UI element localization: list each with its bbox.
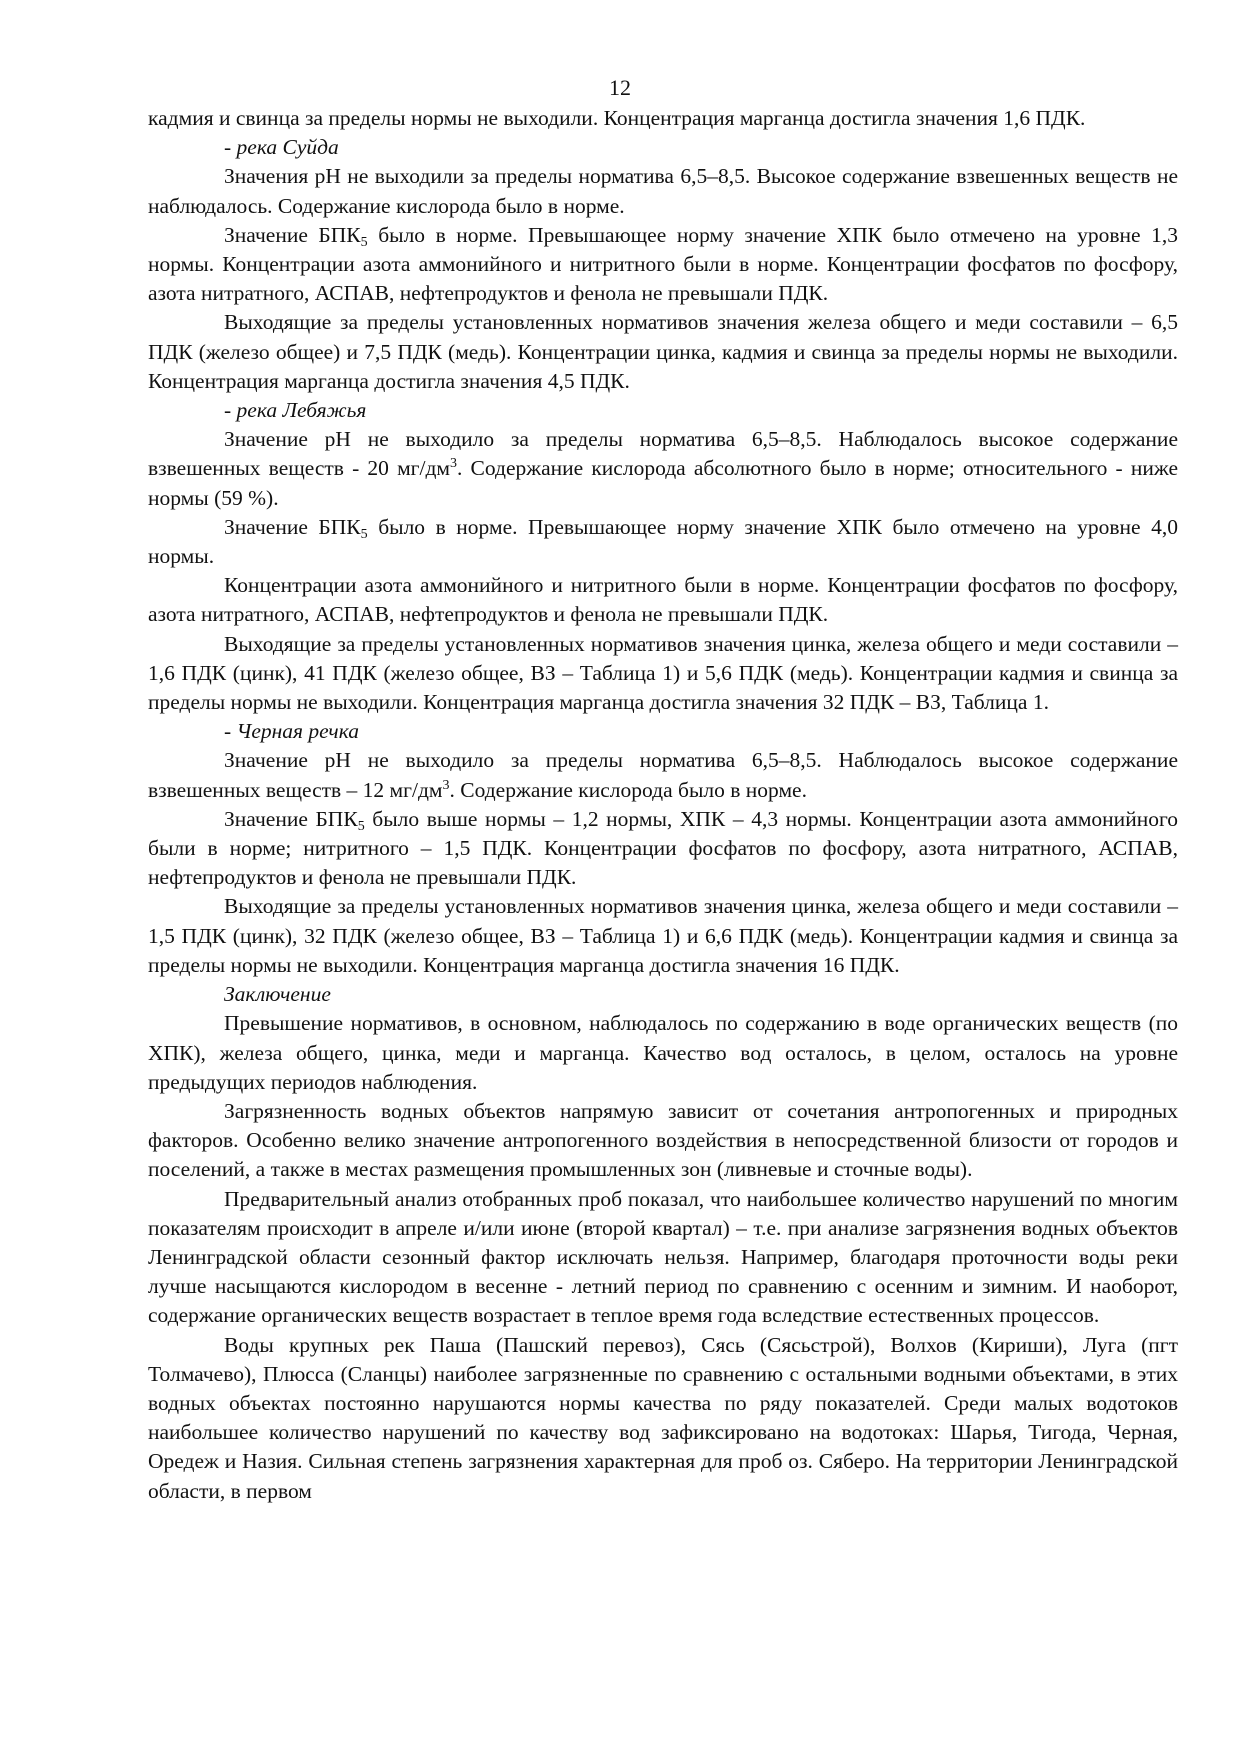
section-heading: - река Суйда xyxy=(224,135,339,160)
paragraph: Воды крупных рек Паша (Пашский перевоз), Сясь (Сясьстрой), Волхов (Кириши), Луга (пгт Толмачево), Плюсса (Сланцы) наиболее загрязненные по сравнению с остальными водными объектами, в этих водных объектах постоянно нарушаются нормы качества по ряду показателей. Среди малых водотоков наибольшее количество нарушений по качеству вод зафиксировано на водотоках: Шарья, Тигода, Черная, Оредеж и Назия. Сильная степень загрязнения характерная для проб оз. Сяберо. На территории Ленинградской области, в первом xyxy=(148,1332,1178,1503)
text-run: Значение БПК xyxy=(224,514,361,539)
text-run: Значение БПК xyxy=(224,806,358,831)
paragraph xyxy=(148,221,1178,309)
subscript: 5 xyxy=(360,526,368,542)
text-run: было выше нормы – 1,2 нормы, ХПК – 4,3 нормы. Концентрации азота аммонийного были в норме; нитритного – 1,5 ПДК. Концентрации фосфатов по фосфору, азота нитратного, АСПАВ, нефтепродуктов и фенола не превышали ПДК. xyxy=(148,806,1178,890)
paragraph: кадмия и свинца за пределы нормы не выходили. Концентрация марганца достигла значения 1,6 ПДК. xyxy=(148,106,1086,130)
text-run: . Содержание кислорода абсолютного было в норме; относительного - ниже нормы (59 %). xyxy=(148,456,1178,510)
text-run: Значение pH не выходило за пределы норматива 6,5–8,5. Наблюдалось высокое содержание взвешенных веществ - 20 мг/дм xyxy=(148,427,1178,481)
superscript: 3 xyxy=(450,456,458,472)
document-body xyxy=(148,104,1178,1506)
paragraph: Предварительный анализ отобранных проб показал, что наибольшее количество нарушений по многим показателям происходит в апреле и/или июне (второй квартал) – т.е. при анализе загрязнения водных объектов Ленинградской области сезонный фактор исключать нельзя. Например, благодаря проточности воды реки лучше насыщаются кислородом в весенне - летний период по сравнению с осенним и зимним. И наоборот, содержание органических веществ возрастает в теплое время года вследствие естественных процессов. xyxy=(148,1186,1178,1328)
text-run: было в норме. Превышающее норму значение ХПК было отмечено на уровне 4,0 нормы. xyxy=(148,514,1178,569)
paragraph xyxy=(148,805,1178,893)
subscript: 5 xyxy=(357,818,365,834)
paragraph xyxy=(148,513,1178,571)
paragraph: Выходящие за пределы установленных нормативов значения железа общего и меди составили – 6,5 ПДК (железо общее) и 7,5 ПДК (медь). Концентрации цинка, кадмия и свинца за пределы нормы не выходили. Концентрация марганца достигла значения 4,5 ПДК. xyxy=(148,310,1178,393)
section-heading: Заключение xyxy=(224,982,331,1007)
page-number: 12 xyxy=(609,75,631,100)
section-heading: - Черная речка xyxy=(224,719,359,744)
paragraph xyxy=(148,746,1178,804)
subscript: 5 xyxy=(360,234,368,250)
text-run: . Содержание кислорода было в норме. xyxy=(449,777,807,802)
text-run: было в норме. Превышающее норму значение ХПК было отмечено на уровне 1,3 нормы. Концентрации азота аммонийного и нитритного были в норме. Концентрации фосфатов по фосфору, азота нитратного, АСПАВ, нефтепродуктов и фенола не превышали ПДК. xyxy=(148,222,1178,306)
paragraph: Выходящие за пределы установленных нормативов значения цинка, железа общего и меди составили – 1,5 ПДК (цинк), 32 ПДК (железо общее, ВЗ – Таблица 1) и 6,6 ПДК (медь). Концентрации кадмия и свинца за пределы нормы не выходили. Концентрация марганца достигла значения 16 ПДК. xyxy=(148,894,1178,977)
paragraph xyxy=(148,425,1178,513)
paragraph: Значения pH не выходили за пределы норматива 6,5–8,5. Высокое содержание взвешенных веществ не наблюдалось. Содержание кислорода было в норме. xyxy=(148,164,1178,218)
text-run: Значение pH не выходило за пределы норматива 6,5–8,5. Наблюдалось высокое содержание взвешенных веществ – 12 мг/дм xyxy=(148,748,1178,802)
superscript: 3 xyxy=(442,777,450,793)
text-run: Значение БПК xyxy=(224,222,361,247)
section-heading: - река Лебяжья xyxy=(224,398,367,423)
paragraph: Выходящие за пределы установленных нормативов значения цинка, железа общего и меди составили – 1,6 ПДК (цинк), 41 ПДК (железо общее, ВЗ – Таблица 1) и 5,6 ПДК (медь). Концентрации кадмия и свинца за пределы нормы не выходили. Концентрация марганца достигла значения 32 ПДК – ВЗ, Таблица 1. xyxy=(148,631,1178,715)
paragraph: Концентрации азота аммонийного и нитритного были в норме. Концентрации фосфатов по фосфору, азота нитратного, АСПАВ, нефтепродуктов и фенола не превышали ПДК. xyxy=(148,573,1178,627)
paragraph: Превышение нормативов, в основном, наблюдалось по содержанию в воде органических веществ (по ХПК), железа общего, цинка, меди и марганца. Качество вод осталось, в целом, осталось на уровне предыдущих периодов наблюдения. xyxy=(148,1011,1178,1094)
paragraph: Загрязненность водных объектов напрямую зависит от сочетания антропогенных и природных факторов. Особенно велико значение антропогенного воздействия в непосредственной близости от городов и поселений, а также в местах размещения промышленных зон (ливневые и сточные воды). xyxy=(148,1098,1178,1182)
